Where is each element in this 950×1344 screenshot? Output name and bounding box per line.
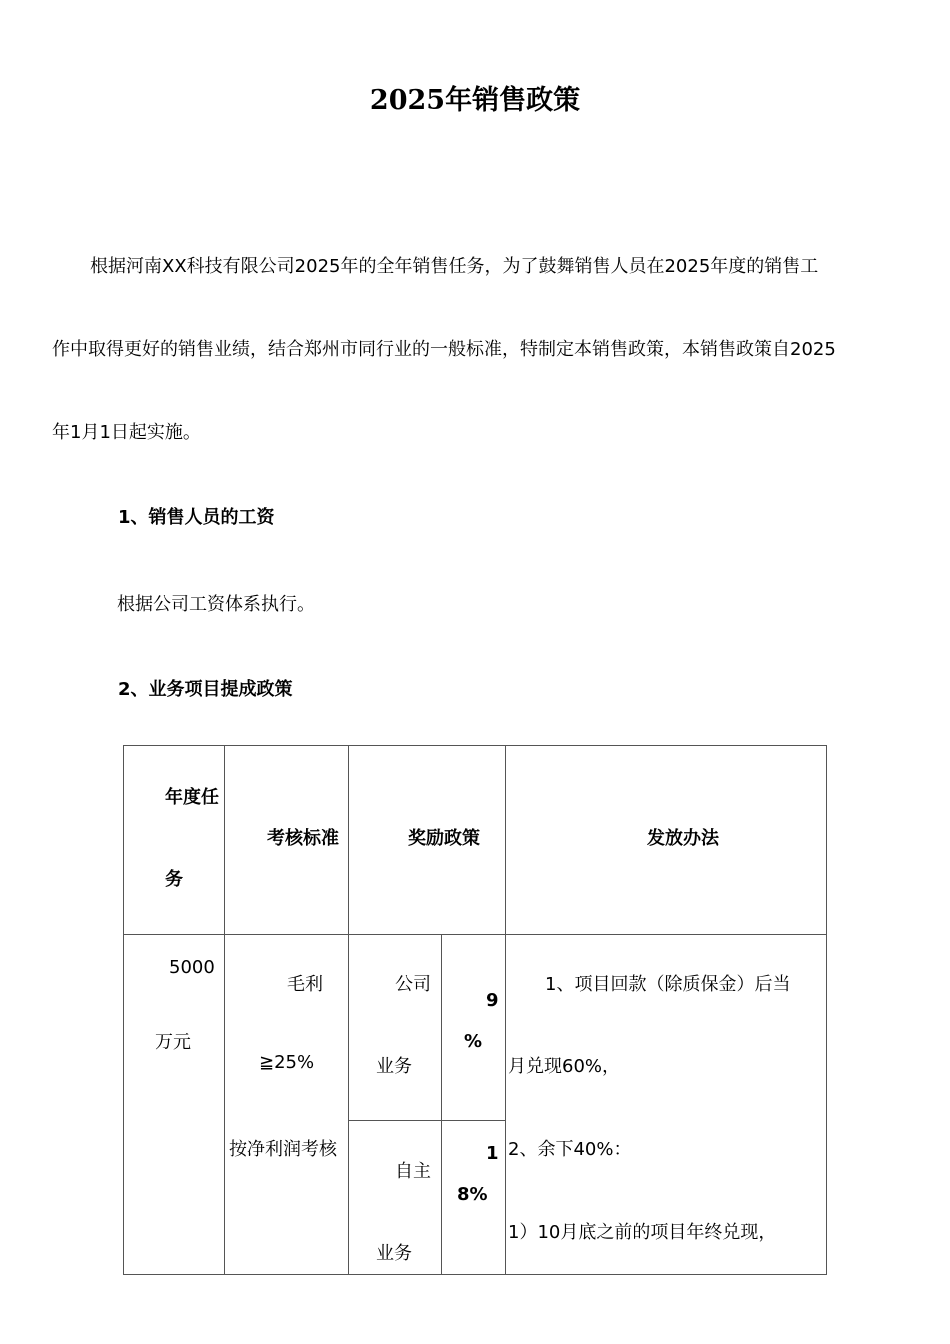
table-header-row [124,746,827,935]
cell-standard-line-2: ≧25% [259,1052,315,1073]
cell-payout-line-4: 1）10月底之前的项目年终兑现， [508,1222,777,1243]
cell-company-business-line-1: 公司 [395,974,431,995]
header-annual-task-line-1: 年度任 [165,787,219,808]
cell-annual-task [124,935,225,1275]
section-2-heading: 2、业务项目提成政策 [118,679,293,700]
header-annual-task [124,746,225,935]
header-assessment-standard-text: 考核标准 [267,828,339,849]
cell-standard-line-3: 按净利润考核 [229,1139,337,1160]
cell-payout-line-3: 2、余下40%： [508,1139,632,1160]
commission-policy-table [123,745,827,1275]
cell-standard-line-1: 毛利 [287,974,323,995]
header-payout-method-text: 发放办法 [647,828,719,849]
header-reward-policy-text: 奖励政策 [408,828,480,849]
cell-company-rate-line-2: % [464,1031,483,1052]
cell-self-business-line-2: 业务 [376,1243,412,1264]
cell-assessment-standard [225,935,349,1275]
header-annual-task-line-2: 务 [165,869,183,890]
header-assessment-standard [225,746,349,935]
cell-company-business-line-2: 业务 [376,1056,412,1077]
header-reward-policy [349,746,506,935]
document-title: 2025年销售政策 [369,85,581,116]
intro-line-3: 年1月1日起实施。 [52,422,201,443]
cell-payout-method [506,935,827,1275]
section-1-body: 根据公司工资体系执行。 [117,594,315,615]
cell-company-rate-line-1: 9 [486,990,499,1011]
cell-self-rate [442,1121,506,1275]
cell-self-business-line-1: 自主 [395,1161,431,1182]
section-1-heading: 1、销售人员的工资 [118,507,275,528]
cell-payout-line-1: 1、项目回款（除质保金）后当 [545,974,791,995]
cell-payout-line-2: 月兑现60%， [508,1056,621,1077]
cell-annual-task-line-1: 5000 [169,957,215,978]
intro-line-2: 作中取得更好的销售业绩，结合郑州市同行业的一般标准，特制定本销售政策，本销售政策自2025 [52,339,836,360]
cell-company-business [349,935,442,1121]
cell-annual-task-line-2: 万元 [155,1032,191,1053]
cell-company-rate [442,935,506,1121]
cell-self-rate-line-1: 1 [486,1143,499,1164]
table-row-company [124,935,827,1121]
cell-self-business [349,1121,442,1275]
cell-self-rate-line-2: 8% [457,1184,488,1205]
intro-line-1-text: 根据河南XX科技有限公司2025年的全年销售任务，为了鼓舞销售人员在2025年度的销售工 [90,256,819,277]
header-payout-method [506,746,827,935]
intro-line-1 [52,252,818,278]
